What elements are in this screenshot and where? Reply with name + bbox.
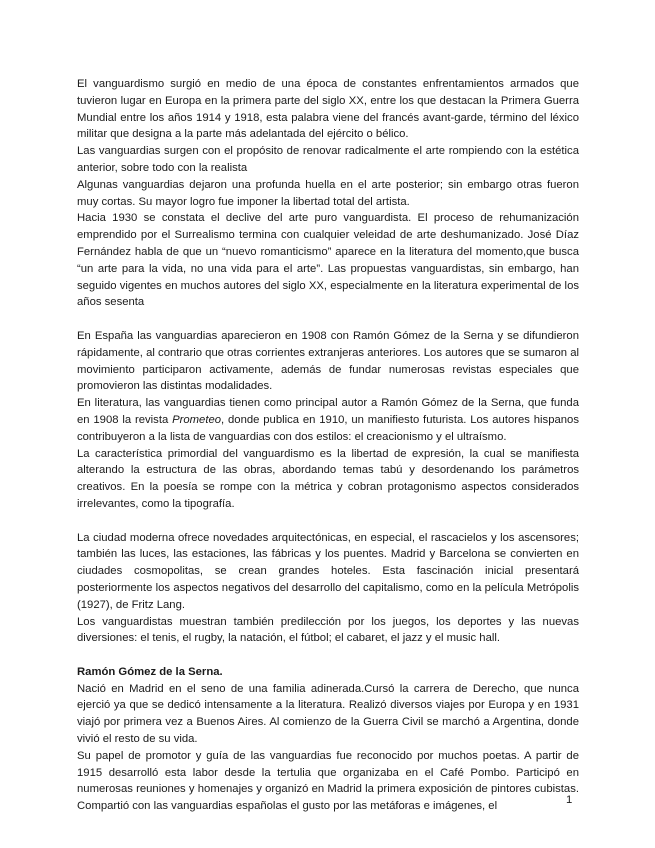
paragraph-leisure: Los vanguardistas muestran también predilección por los juegos, los deportes y las nuevas diversiones: el tenis, el rugby, la natación, el fútbol; el cabaret, el jazz y el music hall.	[77, 615, 579, 645]
paragraph-spacer	[77, 311, 579, 328]
paragraph-legacy: Algunas vanguardias dejaron una profunda huella en el arte posterior; sin embargo otras fueron muy cortas. Su mayor logro fue imponer la libertad total del artista.	[77, 178, 579, 208]
paragraph-decline: Hacia 1930 se constata el declive del arte puro vanguardista. El proceso de rehumanización emprendido por el Surrealismo termina con cualquier veleidad de arte deshumanizado. José Díaz Fernández habla de que un “nuevo romanticismo” aparece en la literatura del momento,que busca “un arte para la vida, no una vida para el arte”. Las propuestas vanguardistas, sin embargo, han seguido vigentes en muchos autores del siglo XX, especialmente en la literatura experimental de los años sesenta	[77, 212, 579, 309]
paragraph-spacer	[77, 513, 579, 530]
paragraph-origin: El vanguardismo surgió en medio de una época de constantes enfrentamientos armados que tuvieron lugar en Europa en la primera parte del siglo XX, entre los que destacan la Primera Guerra Mundial entre los años 1914 y 1918, esta palabra viene del francés avant-garde, término del léxico militar que designa a la parte más adelantada del ejército o bélico.	[77, 78, 579, 141]
page-number: 1	[566, 794, 573, 806]
paragraph-spain: En España las vanguardias aparecieron en 1908 con Ramón Gómez de la Serna y se difundieron rápidamente, al contrario que otras corrientes extranjeras anteriores. Los autores que se sumaron al movimiento participaron activamente, además de fundar numerosas revistas especiales que promovieron las distintas modalidades.	[77, 329, 579, 393]
paragraph-spacer	[77, 647, 579, 664]
paragraph-role: Su papel de promotor y guía de las vanguardias fue reconocido por muchos poetas. A partir de 1915 desarrolló esta labor desde la tertulia que organizaba en el Café Pombo. Participó en numerosas reuniones y homenajes y organizó en Madrid la primera exposición de pintores cubistas. Compartió con las vanguardias españolas el gusto por las metáforas e imágenes, el	[77, 749, 579, 813]
paragraph-purpose: Las vanguardias surgen con el propósito de renovar radicalmente el arte rompiendo con la estética anterior, sobre todo con la realista	[77, 145, 579, 174]
literature-text-end: , donde publica en 1910, un manifiesto futurista. Los autores hispanos contribuyeron a la lista de vanguardias con dos estilos: el creacionismo y el ultraísmo.	[77, 413, 579, 443]
page-body	[77, 76, 579, 815]
paragraph-biography: Nació en Madrid en el seno de una familia adinerada.Cursó la carrera de Derecho, que nunca ejerció ya que se dedicó intensamente a la literatura. Realizó diversos viajes por Europa y en 1931 viajó por primera vez a Buenos Aires. Al comienzo de la Guerra Civil se marchó a Argentina, donde vivió el resto de su vida.	[77, 682, 579, 746]
magazine-title: Prometeo	[172, 413, 222, 426]
paragraph-literature	[77, 395, 579, 445]
paragraph-modern-city: La ciudad moderna ofrece novedades arquitectónicas, en especial, el rascacielos y los ascensores; también las luces, las estaciones, las fábricas y los puentes. Madrid y Barcelona se convierten en ciudades cosmopolitas, se crean grandes hoteles. Esta fascinación inicial presentará posteriormente los aspectos negativos del desarrollo del capitalismo, como en la película Metrópolis (1927), de Fritz Lang.	[77, 531, 579, 611]
paragraph-characteristics: La característica primordial del vanguardismo es la libertad de expresión, la cual se manifiesta alterando la estructura de las obras, abordando temas tabú y desordenando los parámetros creativos. En la poesía se rompe con la métrica y cobran protagonismo aspectos considerados irrelevantes, como la tipografía.	[77, 447, 579, 510]
section-heading: Ramón Gómez de la Serna.	[77, 665, 223, 678]
literature-text-start: En literatura, las vanguardias tienen como principal autor a Ramón Gómez de la Serna, que funda en 1908 la revista	[77, 397, 579, 426]
